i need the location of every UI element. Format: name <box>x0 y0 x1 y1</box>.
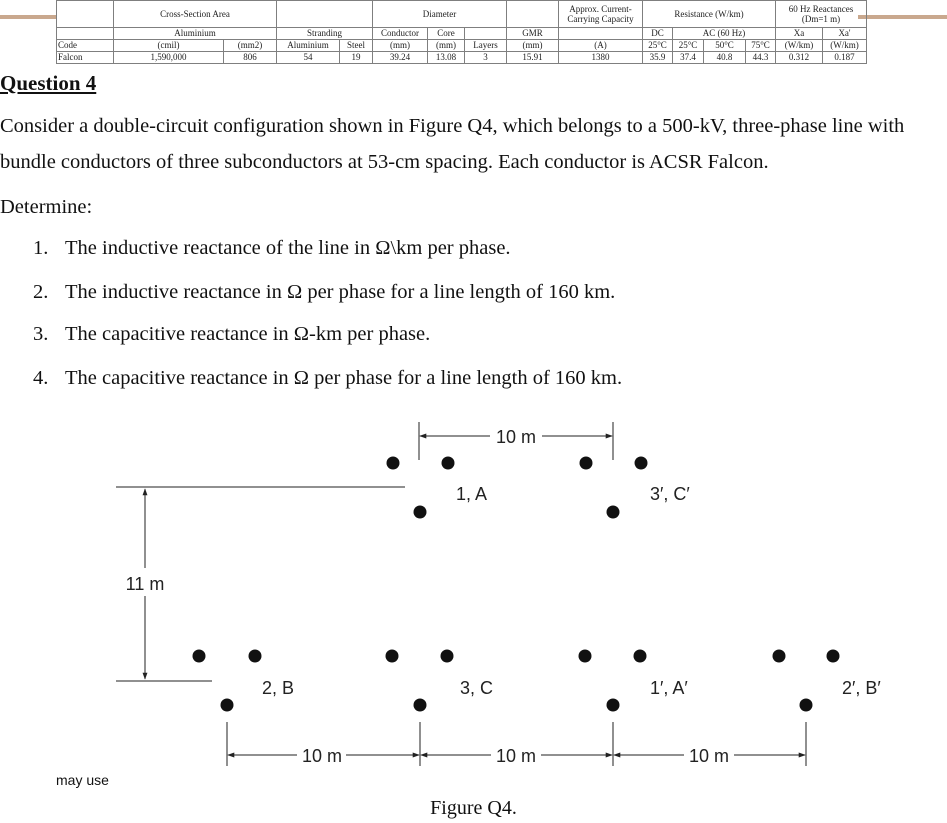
subconductor <box>441 650 454 663</box>
row-xa: 0.312 <box>776 52 823 64</box>
row-ac-75: 44.3 <box>746 52 776 64</box>
bundle-label-3-c: 3, C <box>460 678 494 698</box>
header-core: Core <box>428 28 465 40</box>
unit-xa: (W/km) <box>776 40 823 52</box>
figure-caption: Figure Q4. <box>430 797 517 819</box>
header-xa: Xa <box>776 28 823 40</box>
side-note: may use <box>56 772 109 788</box>
header-ac: AC (60 Hz) <box>673 28 776 40</box>
subconductor <box>800 699 813 712</box>
header-xa-prime: Xa' <box>823 28 867 40</box>
row-mm2: 806 <box>224 52 277 64</box>
temp-ac-25: 25°C <box>673 40 704 52</box>
bundle-3p-cp <box>580 457 691 519</box>
list-item-text: The capacitive reactance in Ω-km per phase. <box>65 323 431 345</box>
subconductor <box>580 457 593 470</box>
header-current-capacity: Approx. Current- Carrying Capacity <box>559 1 643 28</box>
subconductor <box>635 457 648 470</box>
row-ac-25: 37.4 <box>673 52 704 64</box>
header-aluminium: Aluminium <box>114 28 277 40</box>
bottom-spacing-label-3: 10 m <box>688 746 730 766</box>
header-strand-steel: Steel <box>340 40 373 52</box>
unit-xa-prime: (W/km) <box>823 40 867 52</box>
row-ac-50: 40.8 <box>704 52 746 64</box>
header-layers: Layers <box>465 40 507 52</box>
row-code: Falcon <box>57 52 114 64</box>
bundle-3-c <box>386 650 494 712</box>
row-cmil: 1,590,000 <box>114 52 224 64</box>
top-spacing-label: 10 m <box>495 427 537 447</box>
temp-ac-75: 75°C <box>746 40 776 52</box>
bundle-label-1p-ap: 1′, A′ <box>650 678 688 698</box>
subconductor <box>414 699 427 712</box>
row-layers: 3 <box>465 52 507 64</box>
header-conductor: Conductor <box>373 28 428 40</box>
header-cross-section: Cross-Section Area <box>114 1 277 28</box>
subconductor <box>386 650 399 663</box>
header-gmr: GMR <box>507 28 559 40</box>
unit-conductor-mm: (mm) <box>373 40 428 52</box>
header-diameter: Diameter <box>373 1 507 28</box>
subconductor <box>414 506 427 519</box>
subconductor <box>193 650 206 663</box>
subconductor <box>442 457 455 470</box>
list-item-number: 4. <box>33 367 49 389</box>
row-conductor: 39.24 <box>373 52 428 64</box>
subconductor <box>607 699 620 712</box>
subconductor <box>579 650 592 663</box>
subconductor <box>249 650 262 663</box>
header-stranding: Stranding <box>277 28 373 40</box>
list-item-number: 3. <box>33 323 49 345</box>
bottom-spacing-label-1: 10 m <box>301 746 343 766</box>
subconductor <box>387 457 400 470</box>
header-code: Code <box>57 40 114 52</box>
row-aluminium: 54 <box>277 52 340 64</box>
bundle-label-2p-bp: 2′, B′ <box>842 678 881 698</box>
bundle-label-3p-cp: 3′, C′ <box>650 484 690 504</box>
list-item-number: 1. <box>33 237 49 259</box>
bottom-spacing-label-2: 10 m <box>495 746 537 766</box>
bundle-label-2-b: 2, B <box>262 678 295 698</box>
determine-label: Determine: <box>0 196 93 218</box>
question-paragraph-line1: Consider a double-circuit configuration shown in Figure Q4, which belongs to a 500-kV, three-phase line with <box>0 115 905 137</box>
bundle-1p-ap <box>579 650 689 712</box>
subconductor <box>221 699 234 712</box>
height-label: 11 m <box>125 574 165 594</box>
row-amps: 1380 <box>559 52 643 64</box>
subconductor <box>634 650 647 663</box>
list-item-text: The inductive reactance in Ω per phase for a line length of 160 km. <box>65 281 616 303</box>
subconductor <box>773 650 786 663</box>
list-item-text: The inductive reactance of the line in Ω\km per phase. <box>65 237 511 259</box>
unit-core-mm: (mm) <box>428 40 465 52</box>
unit-mm2: (mm2) <box>224 40 277 52</box>
row-core: 13.08 <box>428 52 465 64</box>
subconductor <box>827 650 840 663</box>
row-xa-prime: 0.187 <box>823 52 867 64</box>
header-reactances: 60 Hz Reactances (Dm=1 m) <box>776 1 867 28</box>
subconductor <box>607 506 620 519</box>
header-strand-aluminium: Aluminium <box>277 40 340 52</box>
question-paragraph-line2: bundle conductors of three subconductors at 53-cm spacing. Each conductor is ACSR Falcon. <box>0 151 769 173</box>
bundle-label-1-a: 1, A <box>456 484 488 504</box>
header-resistance: Resistance (W/km) <box>643 1 776 28</box>
header-dc: DC <box>643 28 673 40</box>
unit-gmr-mm: (mm) <box>507 40 559 52</box>
bundle-2p-bp <box>773 650 882 712</box>
row-gmr: 15.91 <box>507 52 559 64</box>
question-heading: Question 4 <box>0 71 97 95</box>
list-item-number: 2. <box>33 281 49 303</box>
unit-amps: (A) <box>559 40 643 52</box>
row-steel: 19 <box>340 52 373 64</box>
temp-ac-50: 50°C <box>704 40 746 52</box>
temp-dc-25: 25°C <box>643 40 673 52</box>
row-dc-25: 35.9 <box>643 52 673 64</box>
unit-cmil: (cmil) <box>114 40 224 52</box>
list-item-text: The capacitive reactance in Ω per phase for a line length of 160 km. <box>65 367 623 389</box>
